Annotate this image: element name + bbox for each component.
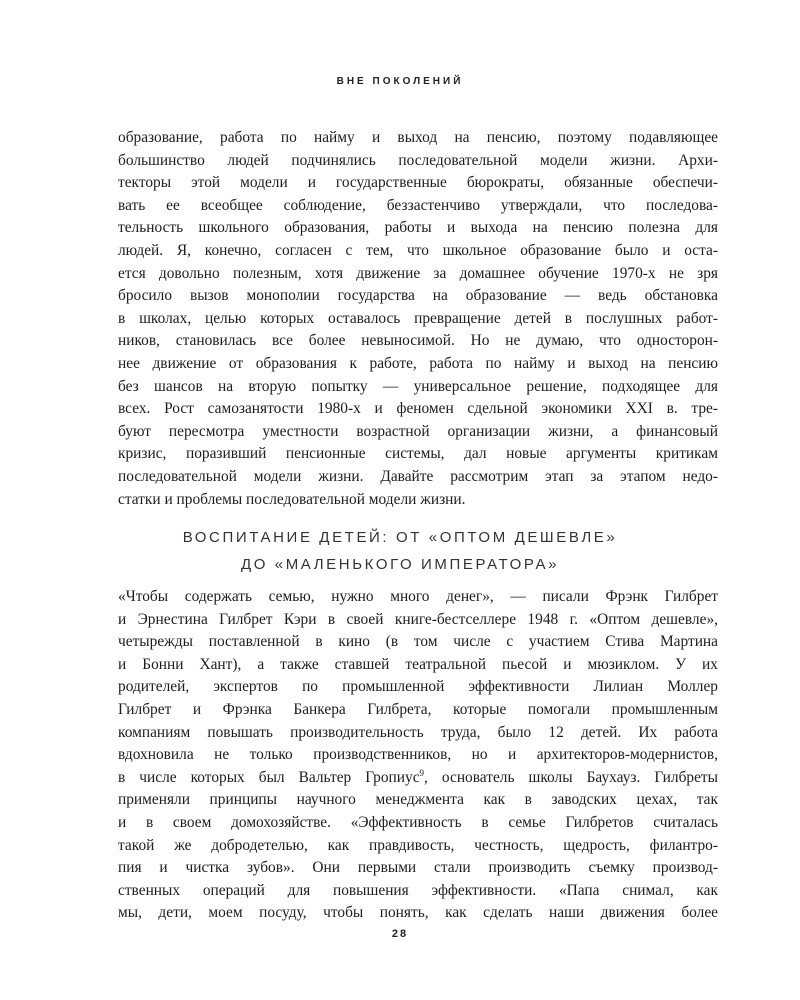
text-line: ственных операций для повышения эффективности. «Папа снимал, как [118, 881, 718, 899]
text-line: вать ее всеобщее соблюдение, беззастенчиво утверждали, что последова- [118, 196, 718, 214]
text-segment: , основатель школы Баухауз. Гилбреты [424, 768, 718, 786]
text-line: нее движение от образования к работе, работа по найму и выход на пенсию [118, 354, 718, 372]
text-line: кризис, поразивший пенсионные системы, дал новые аргументы критикам [118, 445, 718, 463]
page-number: 28 [391, 928, 409, 940]
section-heading-line-2: ДО «МАЛЕНЬКОГО ИМПЕРАТОРА» [240, 556, 560, 573]
text-line: статки и проблемы последовательной модели жизни. [118, 490, 466, 508]
text-line: и Эрнестина Гилбрет Кэри в своей книге-бестселлере 1948 г. «Оптом дешевле», [118, 610, 718, 628]
footnote-mark[interactable]: 9 [419, 767, 425, 778]
text-line: ется довольно полезным, хотя движение за домашнее обучение 1970-х не зря [118, 264, 718, 282]
text-line: текторы этой модели и государственные бюрократы, обязанные обеспечи- [118, 174, 718, 192]
section-heading-line-1: ВОСПИТАНИЕ ДЕТЕЙ: ОТ «ОПТОМ ДЕШЕВЛЕ» [182, 529, 618, 546]
text-line: Гилбрет и Фрэнка Банкера Гилбрета, которые помогали промышленным [118, 700, 718, 718]
text-line: всех. Рост самозанятости 1980-х и феномен сдельной экономики XXI в. тре- [118, 400, 718, 418]
text-line: буют пересмотра уместности возрастной организации жизни, а финансовый [118, 422, 718, 440]
text-segment: в числе которых был Вальтер Гропиус [118, 768, 420, 786]
text-line: ников, становилась все более невыносимой. Но не думаю, что односторон- [118, 332, 718, 350]
running-head: ВНЕ ПОКОЛЕНИЙ [336, 76, 464, 87]
text-line: бросило вызов монополии государства на образование — ведь обстановка [118, 287, 718, 305]
paragraph-1 [118, 127, 718, 511]
text-line-with-footnote [118, 767, 718, 790]
text-line: применяли принципы научного менеджмента как в заводских цехах, так [118, 791, 718, 809]
text-line: такой же добродетелью, как правдивость, честность, щедрость, филантро- [118, 836, 718, 854]
text-line: и в своем домохозяйстве. «Эффективность в семье Гилбретов считалась [118, 813, 718, 831]
text-line: без шансов на вторую попытку — универсальное решение, подходящее для [118, 377, 718, 395]
text-line: образование, работа по найму и выход на пенсию, поэтому подавляющее [118, 129, 718, 146]
text-line: тельность школьного образования, работы и выхода на пенсию полезна для [118, 219, 718, 237]
text-line: мы, дети, моем посуду, чтобы понять, как сделать наши движения более [118, 904, 718, 922]
paragraph-2 [118, 586, 718, 925]
text-line: людей. Я, конечно, согласен с тем, что школьное образование было и оста- [118, 241, 718, 259]
text-line: четырежды поставленной в кино (в том числе с участием Стива Мартина [118, 633, 718, 651]
text-line: в школах, целью которых оставалось превращение детей в послушных работ- [118, 309, 718, 327]
text-line: пия и чистка зубов». Они первыми стали производить съемку производ- [118, 859, 718, 877]
section-heading [0, 524, 800, 578]
text-line: «Чтобы содержать семью, нужно много денег», — писали Фрэнк Гилбрет [118, 588, 718, 605]
text-line: компаниям повышать производительность труда, было 12 детей. Их работа [118, 723, 718, 741]
text-line: большинство людей подчинялись последовательной модели жизни. Архи- [118, 151, 718, 169]
text-line: вдохновила не только производственников, но и архитекторов-модернистов, [118, 746, 718, 764]
text-line: родителей, экспертов по промышленной эффективности Лилиан Моллер [118, 678, 718, 696]
text-line: последовательной модели жизни. Давайте рассмотрим этап за этапом недо- [118, 467, 718, 485]
text-line: и Бонни Хант), а также ставшей театральной пьесой и мюзиклом. У их [118, 655, 718, 673]
